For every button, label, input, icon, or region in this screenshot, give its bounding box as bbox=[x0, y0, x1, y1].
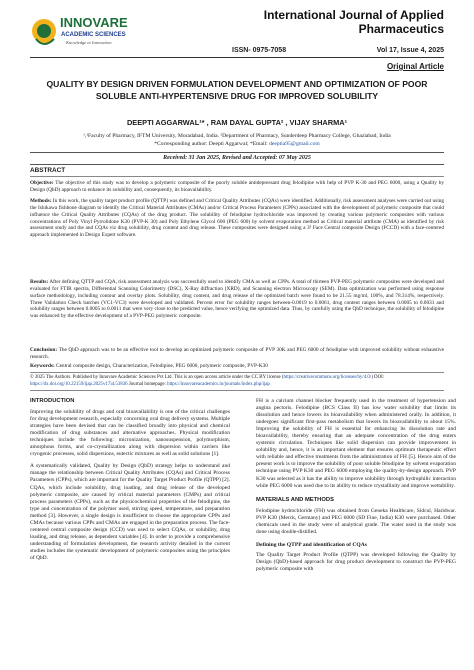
qttp-paragraph: The Quality Target Product Profile (QTPP) was developed following the Quality by Design (QbD)-based approach for drug product development to construct the PVP-PEG polymeric composite with bbox=[256, 551, 456, 572]
license-link[interactable]: https://creativecommons.org/licenses/by/4.0/ bbox=[283, 375, 372, 380]
materials-paragraph: Felodipine hydrochloride (FH) was obtained from Geneka Healthcare, Sidcul, Haridwar. PVP K30 (Merck, Germany) and PEG 6000 (SD Fine, India) K30 were purchased. Other chemicals used in the study were of analytical grade. The water used in the study was done using double-distilled. bbox=[256, 507, 456, 535]
svg-text:INNOVARE: INNOVARE bbox=[60, 15, 128, 30]
divider bbox=[30, 152, 444, 153]
affiliation-line: ¹,²Faculty of Pharmacy, IFTM University, Moradabad, India. ²Department of Pharmacy, Sunderdeep Pharmacy College, Ghaziabad, India bbox=[83, 133, 391, 139]
qttp-subheading: Defining the QTPP and identification of CQAs bbox=[256, 541, 367, 548]
objective-text: The objective of this study was to develop a polymeric composite of the poorly soluble antidepressant drug felodipine with help of PVP K-30 and PEG 6000, using a Quality by Design (QbD) approach to enhance its solubility and, consequently, its bioavailability. bbox=[30, 180, 444, 193]
volume-issue: Vol 17, Issue 4, 2025 bbox=[376, 47, 444, 54]
innovare-logo-icon bbox=[30, 5, 152, 57]
intro-paragraph-1: Improving the solubility of drugs and oral bioavailability is one of the critical challenges for drug development research, especially concerning oral drug delivery systems. Multiple strategies have been devised that can be classified broadly into physical and chemical modification of drug substances and alternative approaches. Physical modification techniques include the following: micronization, nanosuspension, polymorphism, amorphous forms, and co-crystallization along with dispersion within carriers like cryogenic processes, solid dispersions, eutectic mixtures as well as solid solutions [1]. bbox=[30, 409, 230, 458]
abstract-objective bbox=[30, 180, 444, 194]
intro-paragraph-2: A systematically validated, Quality by Design (QbD) strategy helps to understand and manage the relationship between Critical Quality Attributes (CQAs) and Critical Process Parameters (CPPs), which are important for the Quality Target Product Profile (QTPP) [2]. CQAs, which include solubility, drug loading, and drug release of the developed polymeric composite, are caused by critical material parameters (CMPs) and critical process parameters (CPPs), such as the physicochemical properties of the felodipine, the type and concentration of the polymer used, stirring speed, temperature, and preparation method [3]. However, a single design is insufficient to choose the appropriate CPPs and CMAs because various CPPs and CMAs are engaged in the preparation process. The face-centered central composite design (CCD) was used to select CQAs, or solubility, drug loading, and drug release, as dependent variables [4]. In order to provide a comprehensive understanding of formulation development, the research activity detailed in the current studies includes the systematic development of polymeric composites using the principles of QbD. bbox=[30, 463, 230, 561]
journal-name: International Journal of Applied Pharmaceutics bbox=[263, 8, 444, 36]
header-divider bbox=[30, 57, 444, 58]
introduction-heading: INTRODUCTION bbox=[30, 398, 75, 404]
felodipine-paragraph: FH is a calcium channel blocker frequently used in the treatment of hypertension and angina pectoris. Felodipine (BCS Class II) has low water solubility that limits its dissolution and hence lowers its bioavailability when administered orally. In addition, it undergoes significant first-pass metabolism that lowers its bioavailability to about 15%. Improving the solubility of FH is essential for enhancing its dissolution rate and bioavailability, thereby ensuring that an adequate concentration of the drug enters systemic circulation. Techniques like solid dispersion can provide improvement in solubility and, hence, it is an important element that ensures optimum therapeutic effect with reliable and effective treatments from the administration of FH [5]. Hence aim of the present work is to improve the solubility of poor soluble felodipine by solvent evaporation technique using PVP K30 and PEG 6000 employing the quality-by-design approach. PVP K30 was selected as it has the ability to improve solubility through hydrophilic interaction while PEG 6000 was used due to its ability to reduce crystallinity and improve wettability. bbox=[256, 398, 456, 489]
right-column bbox=[256, 398, 456, 578]
conclusion-label: Conclusion: bbox=[30, 347, 58, 353]
divider bbox=[30, 372, 444, 373]
abstract-conclusion bbox=[30, 347, 444, 361]
received-dates: Received: 31 Jan 2025, Revised and Accepted: 07 May 2025 bbox=[163, 155, 311, 161]
author-list: DEEPTI AGGARWAL¹* , RAM DAYAL GUPTA² , VIJAY SHARMA¹ bbox=[126, 118, 348, 127]
keywords-text: Central composite design, Characterization, Felodipine, PEG 6000, polymeric composite, PVP-K30 bbox=[56, 363, 268, 369]
methods-text: In this work, the quality target product profile (QTTP) was defined and Critical Quality Attributes (CQAs) were identified. Additionally, risk assessment analyses were carried out using the Ishikawa fishbone diagram to identify the Critical Material Attributes (CMAs) and/or Critical Process Parameters (CPPs) associated with the development of polymeric composite that could influence the Critical Quality Attributes (CQAs) of the drug product. The solubility of felodipine hydrochloride was improved by creating various polymeric composites with various concentrations of Poly Vinyl Pyrrolidone K30 (PVP-K 30) and Poly Ethylene Glycol 600 (PEG 600) by solvent evaporation method as Critical material attribute (CMA) as identified by risk assessment study and the and CQAs viz drug solubility, drug content and drug release. These composites were designed using a 3² Face Central composite Design (FCCD) with a face-centered approach implemented in Design Expert software. bbox=[30, 198, 444, 239]
svg-text:Knowledge to Innovation: Knowledge to Innovation bbox=[66, 40, 112, 45]
issn: ISSN- 0975-7058 bbox=[232, 47, 287, 54]
title-line-1: QUALITY BY DESIGN DRIVEN FORMULATION DEVELOPMENT AND OPTIMIZATION OF POOR bbox=[46, 79, 428, 89]
journal-homepage-link[interactable]: https://innovareacademics.in/journals/index.php/ijap bbox=[167, 381, 270, 387]
homepage-prefix: Journal homepage: bbox=[127, 381, 168, 387]
publisher-logo bbox=[30, 5, 152, 57]
doi-link[interactable]: https://dx.doi.org/10.22159/ijap.2025v17i4.53836 bbox=[30, 381, 128, 387]
doi-prefix: ) DOI: bbox=[371, 375, 385, 380]
email-link[interactable]: deeptia95@gmail.com bbox=[269, 141, 320, 147]
keywords-label: Keywords: bbox=[30, 363, 55, 369]
title-line-2: SOLUBLE ANTI-HYPERTENSIVE DRUG FOR IMPROVED SOLUBILITY bbox=[95, 91, 379, 101]
abstract-keywords bbox=[30, 363, 444, 370]
license-notice bbox=[30, 375, 444, 388]
article-type: Original Article bbox=[386, 62, 444, 71]
corresponding-label: *Corresponding author: Deepti Aggarwal; *Email: bbox=[154, 141, 270, 147]
affiliations bbox=[30, 132, 444, 148]
license-text: © 2025 The Authors. Published by Innovare Academic Sciences Pvt Ltd. This is an open access article under the CC BY license ( bbox=[30, 375, 284, 380]
results-text: After defining QTTP and CQA, risk assessment analysis was successfully used to identify CMA as well as CPPs. A total of thirteen PVP-PEG polymeric composites were developed and evaluated for FTIR spectra, Differential Scanning Colorimetry (DSC), X-Ray diffraction (XRD), and Scanning electron Microscopy (SEM). Data optimization was performed using response surface methodology, including contour and overlay plots. Solubility, drug content, and drug release of the optimized batch were found to be 21.55 mg/ml, 100%, and 78.314%, respectively. Three Validation Check batches (VC1-VC3) were developed and validated. Percent error for solubility ranges between-0.0019 to 0.0061, drug content ranges between 0.0005 to 0.0031 and solubility ranges between 0.0005 to 0.0011 that were very close to the predicted value, hence verifying the optimized data. Thus, by carefully using the QbD technique, the solubility of felodipine was enhanced by the effective development of a PVP-PEG polymeric composite. bbox=[30, 279, 444, 320]
article-title bbox=[30, 78, 444, 102]
abstract-results bbox=[30, 279, 444, 320]
objective-label: Objective: bbox=[30, 180, 54, 186]
materials-heading: MATERIALS AND METHODS bbox=[256, 496, 334, 503]
divider bbox=[30, 164, 444, 165]
methods-label: Methods: bbox=[30, 198, 52, 204]
divider bbox=[30, 390, 444, 391]
corresponding-author bbox=[30, 140, 444, 148]
abstract-heading: ABSTRACT bbox=[30, 167, 66, 174]
abstract-methods bbox=[30, 198, 444, 239]
left-column bbox=[30, 398, 230, 567]
conclusion-text: The QbD approach was to be an effective tool to develop an optimized polymeric composite of PVP 30K and PEG 6000 of felodipine with improved solubility without exhaustive research. bbox=[30, 347, 445, 360]
svg-text:ACADEMIC SCIENCES: ACADEMIC SCIENCES bbox=[61, 32, 126, 38]
results-label: Results: bbox=[30, 279, 49, 285]
divider bbox=[30, 176, 444, 177]
